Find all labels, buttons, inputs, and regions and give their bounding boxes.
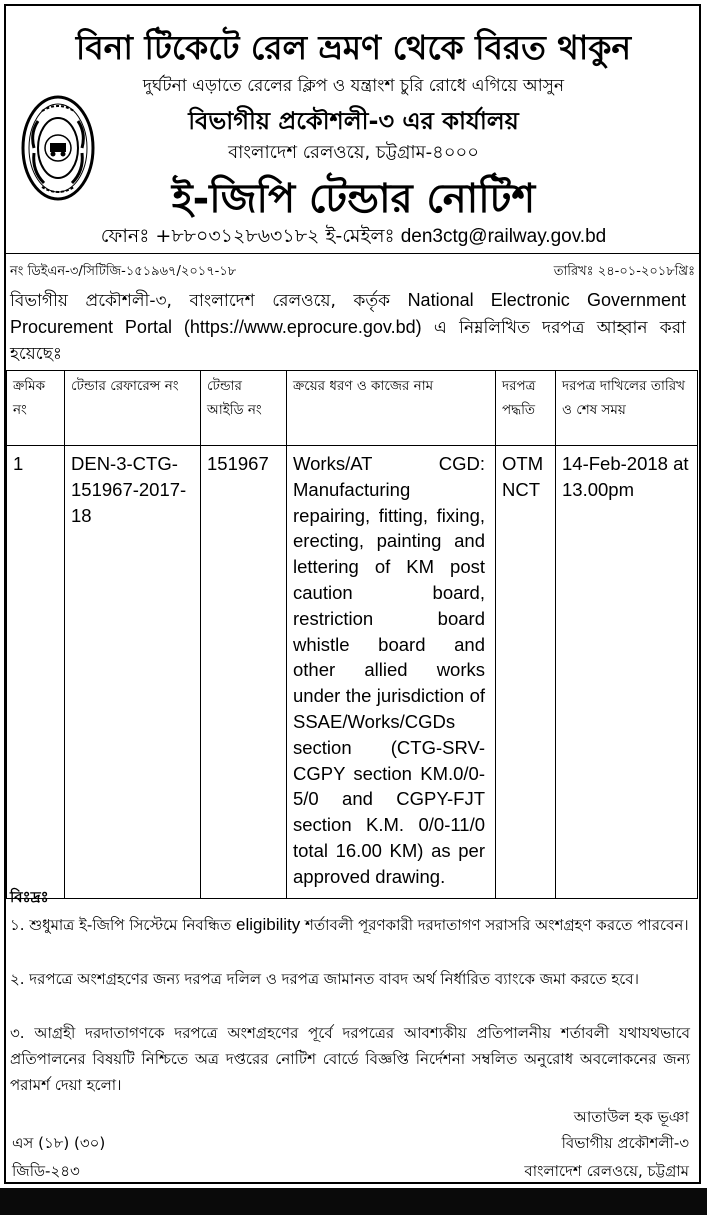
signer-organization: বাংলাদেশ রেলওয়ে, চট্টগ্রাম <box>524 1162 689 1180</box>
memo-code-2: জিডি-২৪৩ <box>12 1162 80 1180</box>
cell-work-description: Works/AT CGD: Manufacturing repairing, fitting, fixing, erecting, painting and lettering of KM post caution board, restriction board whistle board and other allied works under the jurisdiction of SSAE/Works/CGDs section (CTG-SRV-CGPY section KM.0/0-5/0 and CGPY-FJT section K.M. 0/0-11/0 total 16.00 KM) as per approved drawing. <box>287 446 496 899</box>
cell-method: OTM NCT <box>496 446 556 899</box>
remark-item-2: ২. দরপত্রে অংশগ্রহণের জন্য দরপত্র দলিল ও দরপত্র জামানত বাবদ অর্থ নির্ধারিত ব্যাংকে জমা করতে হবে। <box>10 970 640 988</box>
memo-reference-number: নং ডিইএন-৩/সিটিজি-১৫১৯৬৭/২০১৭-১৮ <box>10 264 237 279</box>
intro-text-part1: বিভাগীয় প্রকৌশলী-৩, বাংলাদেশ রেলওয়ে, কর্তৃক <box>10 291 390 311</box>
column-header-method: দরপত্র পদ্ধতি <box>496 371 556 446</box>
remark-item-3: ৩. আগ্রহী দরদাতাগণকে দরপত্রে অংশগ্রহণের পূর্বে দরপত্রের আবশ্যকীয় প্রতিপালনীয় শর্তাবলী যথাযথভাবে প্রতিপালনের বিষয়টি নিশ্চিতে অত্র দপ্তরের নোটিশ বোর্ডে বিজ্ঞপ্তি নির্দেশনা সম্বলিত অনুরোধ অবলোকনের জন্য পরামর্শ দেয়া হলো। <box>10 1024 690 1094</box>
remark-1-text-b: শর্তাবলী পূরণকারী দরদাতাগণ সরাসরি অংশগ্রহণ করতে পারবেন। <box>305 916 689 934</box>
portal-name-link[interactable]: National Electronic Government Procurement Portal (https://www.eprocure.gov.bd) <box>10 290 686 337</box>
intro-paragraph <box>10 287 686 367</box>
column-header-tender-id: টেন্ডার আইডি নং <box>201 371 287 446</box>
contact-line <box>0 222 707 254</box>
intro-text-part2: এ নিম্নলিখিত দরপত্র আহ্বান করা হয়েছেঃ <box>10 318 686 364</box>
remarks-title: বিঃদ্রঃ <box>10 888 49 906</box>
column-header-deadline: দরপত্র দাখিলের তারিখ ও শেষ সময় <box>556 371 698 446</box>
sub-slogan: দুর্ঘটনা এড়াতে রেলের ক্লিপ ও যন্ত্রাংশ চুরি রোধে এগিয়ে আসুন <box>142 76 565 96</box>
remark-1-text-a: ১. শুধুমাত্র ই-জিপি সিস্টেমে নিবন্ধিত <box>10 916 232 934</box>
signer-name: আতাউল হক ভূঞা <box>573 1108 689 1126</box>
table-row <box>7 446 698 899</box>
cell-deadline: 14-Feb-2018 at 13.00pm <box>556 446 698 899</box>
notice-title: ই-জিপি টেন্ডার নোটিশ <box>171 176 536 222</box>
remark-item-1 <box>10 912 690 938</box>
email-label: ই-মেইলঃ <box>325 225 395 247</box>
tender-table <box>6 370 698 899</box>
signer-designation: বিভাগীয় প্রকৌশলী-৩ <box>561 1134 689 1152</box>
cell-serial: 1 <box>7 446 65 899</box>
column-header-reference: টেন্ডার রেফারেন্স নং <box>65 371 201 446</box>
bottom-border-bar <box>0 1188 707 1215</box>
remark-1-term: eligibility <box>236 915 301 934</box>
office-address: বাংলাদেশ রেলওয়ে, চট্টগ্রাম-৪০০০ <box>228 142 479 163</box>
table-header-row <box>7 371 698 446</box>
notice-date: তারিখঃ ২৪-০১-২০১৮খ্রিঃ <box>553 264 695 279</box>
cell-reference: DEN-3-CTG-151967-2017-18 <box>65 446 201 899</box>
cell-tender-id: 151967 <box>201 446 287 899</box>
header-divider <box>6 253 701 254</box>
email-address[interactable]: den3ctg@railway.gov.bd <box>400 226 607 247</box>
column-header-work: ক্রয়ের ধরণ ও কাজের নাম <box>287 371 496 446</box>
column-header-serial: ক্রমিক নং <box>7 371 65 446</box>
office-name: বিভাগীয় প্রকৌশলী-৩ এর কার্যালয় <box>188 107 519 135</box>
slogan: বিনা টিকেটে রেল ভ্রমণ থেকে বিরত থাকুন <box>75 28 632 67</box>
phone-number: ফোনঃ +৮৮০৩১২৮৬৩১৮২ <box>100 225 320 247</box>
memo-code-1: এস (১৮) (৩০) <box>12 1134 106 1152</box>
